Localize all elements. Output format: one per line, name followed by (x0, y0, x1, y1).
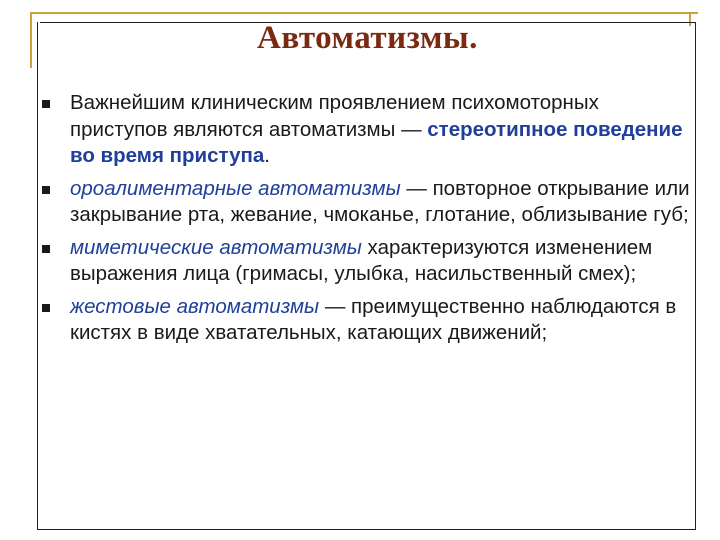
bullet-text: характеризуются изменением выражения лица (гримасы, улыбка, насильственный смех); (70, 235, 653, 285)
bullet-item (40, 294, 690, 347)
bullet-list (40, 90, 690, 353)
bullet-term: миметические автоматизмы (70, 235, 362, 259)
bullet-emphasis: стереотипное поведение во время приступа (70, 117, 683, 167)
bullet-item (40, 235, 690, 288)
frame-right (695, 22, 696, 530)
bullet-item (40, 176, 690, 229)
bullet-term: ороалиментарные автоматизмы (70, 176, 401, 200)
bullet-text: Важнейшим клиническим проявлением психомоторных приступов являются автоматизмы — (70, 91, 599, 141)
square-bullet-icon (42, 186, 50, 194)
square-bullet-icon (42, 245, 50, 253)
slide-title: Автоматизмы. (257, 20, 478, 56)
bullet-text: — преимущественно наблюдаются в кистях в виде хватательных, катающих движений; (70, 294, 677, 344)
frame-top-gold (30, 12, 698, 14)
frame-left (37, 22, 38, 530)
bullet-item (40, 90, 690, 170)
bullet-text: — повторное открывание или закрывание рта, жевание, чмоканье, глотание, облизывание губ; (70, 176, 690, 226)
frame-left-gold (30, 12, 32, 68)
frame-bottom (37, 529, 696, 530)
bullet-text: . (264, 144, 270, 167)
square-bullet-icon (42, 100, 50, 108)
bullet-term: жестовые автоматизмы (70, 294, 320, 318)
square-bullet-icon (42, 304, 50, 312)
